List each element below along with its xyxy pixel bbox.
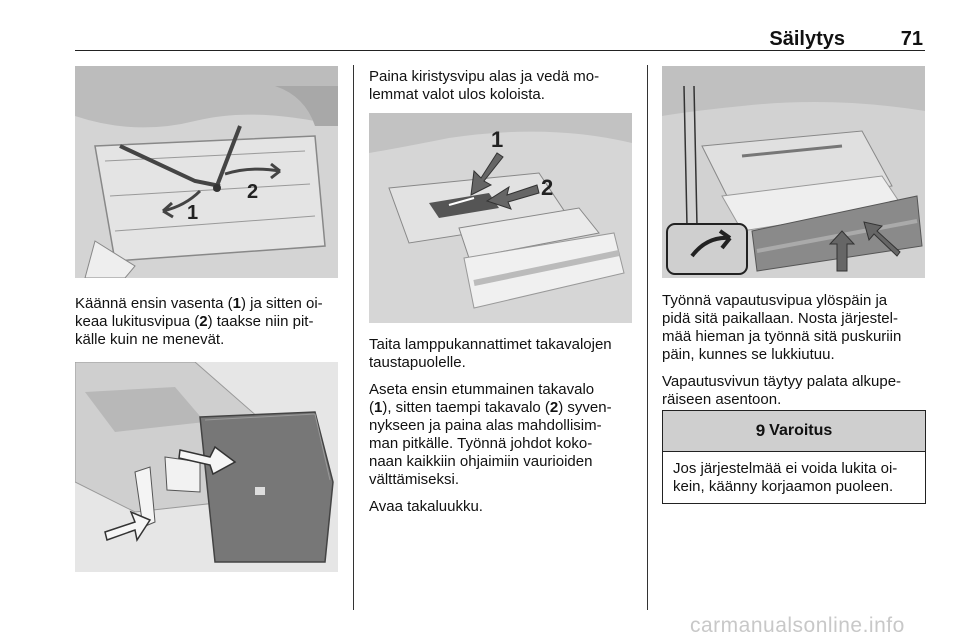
page-header (75, 22, 925, 52)
paragraph: Taita lamppukannattimet takavalojen taustapuolelle. (369, 336, 612, 371)
figure-label-1: 1 (187, 202, 199, 224)
paragraph: Vapautusvivun täytyy palata alkupe- räiseen asentoon. (662, 373, 902, 408)
column-divider-left (353, 65, 354, 610)
figure-label-1: 1 (491, 127, 504, 152)
middle-column-intro (369, 68, 641, 113)
figure-label-2: 2 (541, 175, 554, 200)
paragraph: Aseta ensin etummainen takavalo (1), sitten taempi takavalo (2) syven- nykseen ja paina alas mahdollisim- man pitkälle. Työnnä johdot koko- naan kaikkiin ohjaimiin vaurioiden välttämiseksi. (369, 381, 612, 488)
warning-title: Varoitus (769, 422, 833, 439)
warning-body: Jos järjestelmää ei voida lukita oi- kein, käänny korjaamon puoleen. (673, 460, 898, 495)
middle-column-body (369, 336, 641, 525)
column-divider-right (647, 65, 648, 610)
paragraph: Avaa takaluukku. (369, 498, 483, 515)
paragraph: Paina kiristysvipu alas ja vedä mo- lemmat valot ulos koloista. (369, 68, 600, 103)
figure-lamp-holder (75, 362, 338, 572)
page-number: 71 (900, 28, 923, 50)
left-column-text (75, 295, 347, 358)
right-column-text (662, 292, 932, 418)
figure-release-lever (662, 66, 925, 278)
warning-triangle-icon: 9 (755, 421, 766, 440)
warning-box (662, 410, 926, 504)
paragraph: Työnnä vapautusvipua ylöspäin ja pidä sitä paikallaan. Nosta järjestel- mää hieman ja työnnä sitä puskuriin päin, kunnes se lukkiutuu. (662, 292, 902, 363)
page-title: Säilytys (769, 28, 845, 50)
figure-tension-lever (369, 113, 632, 323)
header-rule (75, 50, 925, 51)
paragraph: Käännä ensin vasenta (1) ja sitten oi- keaa lukitusvipua (2) taakse niin pit- källe kuin ne menevät. (75, 295, 323, 348)
warning-header (663, 411, 925, 452)
figure-lock-levers (75, 66, 338, 278)
watermark: carmanualsonline.info (690, 614, 905, 637)
figure-label-2: 2 (247, 181, 259, 203)
